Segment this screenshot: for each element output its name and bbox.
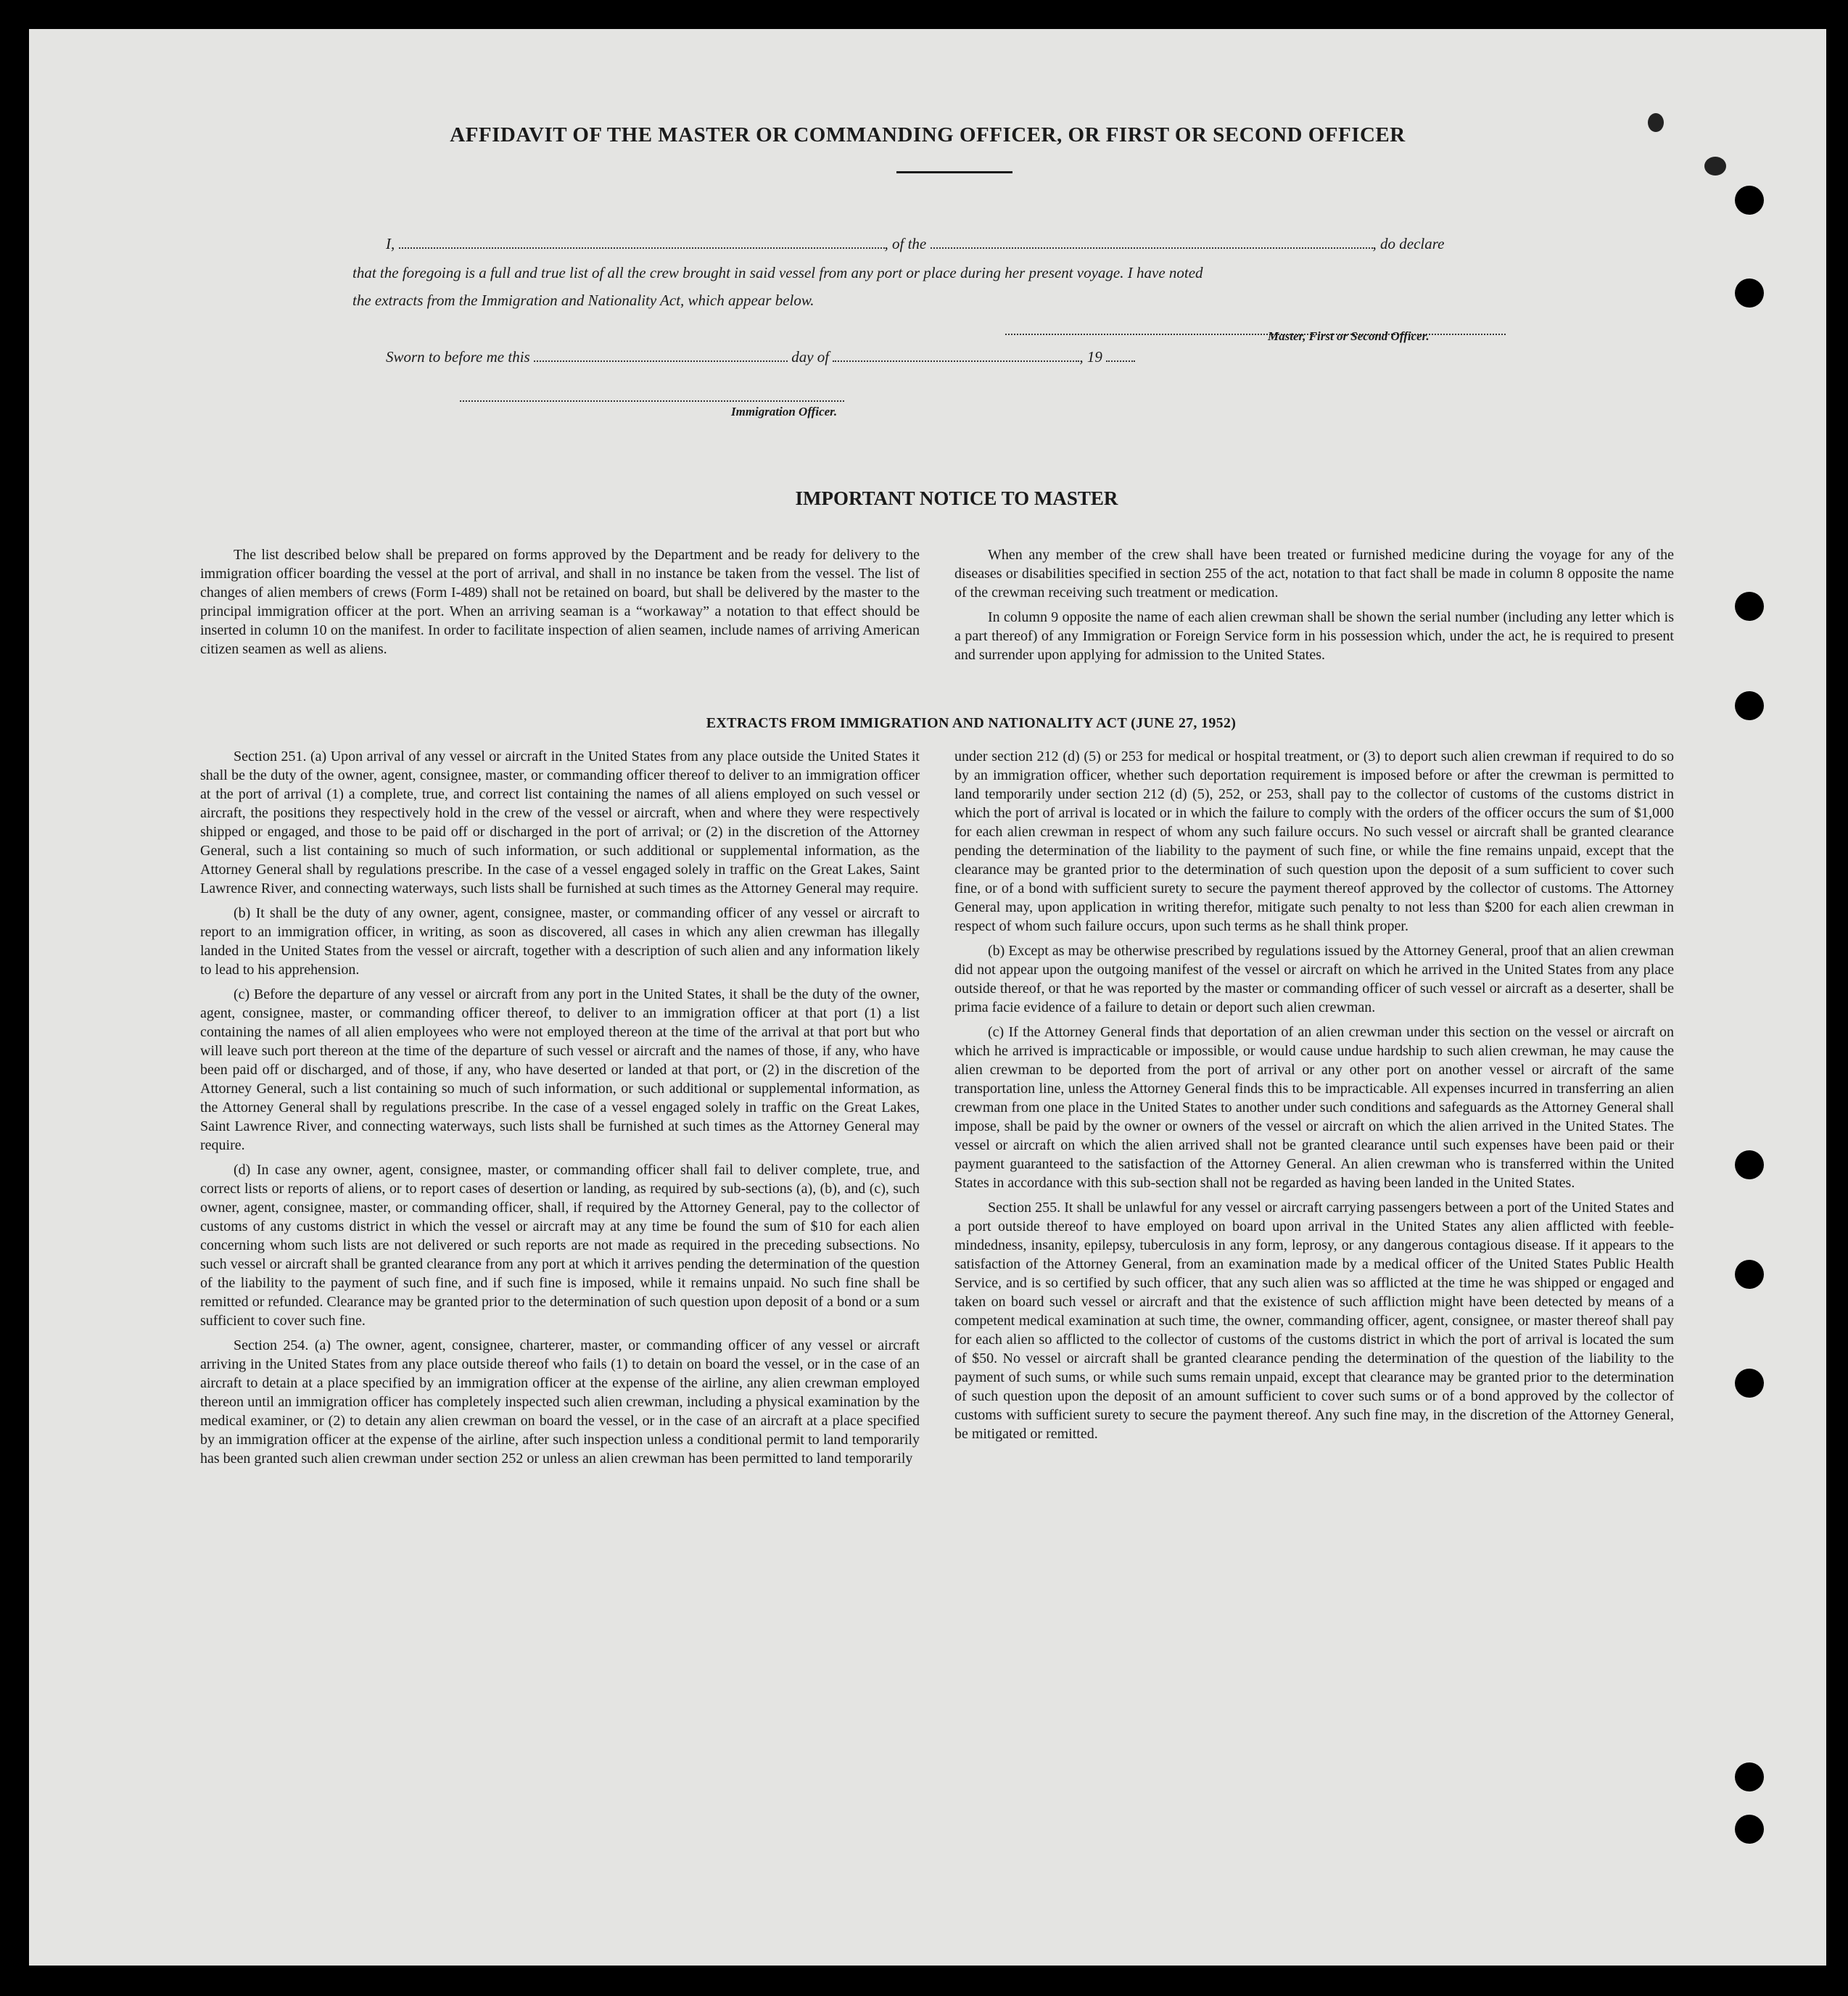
declaration-line (386, 235, 1444, 253)
affidavit-title: AFFIDAVIT OF THE MASTER OR COMMANDING OFFICER, OR FIRST OR SECOND OFFICER (450, 123, 1406, 147)
punch-hole (1735, 1260, 1764, 1289)
officer-signature-label: Immigration Officer. (731, 405, 838, 418)
statement-line-1: that the foregoing is a full and true list of all the crew brought in said vessel from any port or place during her present voyage. I have noted (352, 264, 1203, 281)
notice-heading: IMPORTANT NOTICE TO MASTER (795, 487, 1118, 509)
punch-hole (1735, 186, 1764, 215)
notice-paragraph: In column 9 opposite the name of each alien crewman shall be shown the serial number (including any letter which is a part thereof) of any Immigration or Foreign Service form in his possession which, under the act, he is required to present and surrender upon applying for admission to the United States. (954, 609, 1674, 663)
day-of-label: day of (791, 348, 830, 366)
statement-line-2: the extracts from the Immigration and Nationality Act, which appear below. (352, 292, 814, 309)
sworn-year-blank[interactable] (1106, 349, 1135, 362)
officer-signature-line[interactable] (460, 400, 844, 402)
declare-end-label: , do declare (1372, 235, 1445, 252)
notice-right-column (954, 545, 1674, 670)
declare-i-label: I, (386, 235, 395, 252)
extract-paragraph: (c) Before the departure of any vessel or aircraft from any port in the United States, it shall be the duty of the owner, agent, consignee, master, or commanding officer thereof, to deliver to an immigration officer at that port (1) a list containing the names of all alien employees who were not employed thereon at the time of the arrival at that port but who will leave such port thereon at the time of the departure of such vessel or aircraft and the names of those, if any, who have been paid off or discharged, and of those, if any, who have deserted or landed at that port, or (2) in the discretion of the Attorney General, such a list containing so much of such information, or such additional or supplemental information, as the Attorney General shall by regulations prescribe. In the case of a vessel engaged solely in traffic on the Great Lakes, Saint Lawrence River, and connecting waterways, such lists shall be furnished at such times as the Attorney General may require. (200, 986, 920, 1153)
extract-paragraph: Section 254. (a) The owner, agent, consignee, charterer, master, or commanding officer of any vessel or aircraft arriving in the United States from any place outside thereof who fails (1) to detain on board the vessel, or in the case of an aircraft to detain at a place specified by an immigration officer at the expense of the airline, any alien crewman employed thereon until an immigration officer has completely inspected such alien crewman, including a physical examination by the medical examiner, or (2) to detain any alien crewman on board the vessel, or in the case of an aircraft at a place specified by an immigration officer at the expense of the airline, after such inspection unless a conditional permit to land temporarily has been granted such alien crewman under section 252 or unless an alien crewman has been permitted to land temporarily (200, 1337, 920, 1467)
notice-paragraph: The list described below shall be prepared on forms approved by the Department and be ready for delivery to the immigration officer boarding the vessel at the port of arrival, and shall in no instance be taken from the vessel. The list of changes of alien members of crews (Form I-489) shall not be retained on board, but shall be delivered by the master to the principal immigration officer at the port. When an arriving seaman is a “workaway” a notation to that effect should be inserted in column 10 on the manifest. In order to facilitate inspection of alien seamen, include names of arriving American citizen seamen as well as aliens. (200, 547, 920, 657)
ink-speck (1704, 157, 1726, 176)
extract-paragraph: under section 212 (d) (5) or 253 for medical or hospital treatment, or (3) to deport such alien crewman if required to do so by an immigration officer, whether such deportation requirement is imposed before or after the crewman is permitted to land temporarily under section 212 (d) (5), 252, or 253, shall pay to the collector of customs of the customs district in which the port of arrival is located or in which the failure to comply with the orders of the officer occurs the sum of $1,000 for each alien crewman in respect of whom any such failure occurs. No such vessel or aircraft shall be granted clearance pending the determination of the liability to the payment of such fine, or while the fine remains unpaid, except that the clearance may be granted prior to the determination of such question upon the deposit of a sum sufficient to cover such fine, or of a bond with sufficient surety to secure the payment thereof approved by the collector of customs. The Attorney General may, upon application in writing therefor, mitigate such penalty to not less than $200 for each alien crewman in respect of whom such failure occurs, upon such terms as he shall think proper. (954, 748, 1674, 934)
title-underline (896, 171, 1012, 173)
year-prefix-label: , 19 (1079, 348, 1102, 366)
punch-hole (1735, 1369, 1764, 1398)
sworn-day-blank[interactable] (534, 349, 788, 362)
declare-of-the-label: , of the (884, 235, 927, 252)
notice-paragraph: When any member of the crew shall have been treated or furnished medicine during the voyage for any of the diseases or disabilities specified in section 255 of the act, notation to that fact shall be made in column 8 opposite the name of the crewman receiving such treatment or medication. (954, 547, 1674, 601)
vessel-blank[interactable] (931, 236, 1373, 249)
extract-paragraph: Section 251. (a) Upon arrival of any vessel or aircraft in the United States from any place outside the United States it shall be the duty of the owner, agent, consignee, master, or commanding officer thereof to deliver to an immigration officer at the port of arrival (1) a complete, true, and correct list containing the names of all aliens employed on such vessel or aircraft, the positions they respectively hold in the crew of the vessel or aircraft, when and where they were respectively shipped or engaged, and those to be paid off or discharged in the port of arrival; or (2) in the discretion of the Attorney General, such a list containing so much of such information, or such additional or supplemental information, as the Attorney General shall by regulations prescribe. In the case of a vessel engaged solely in traffic on the Great Lakes, Saint Lawrence River, and connecting waterways, such lists shall be furnished at such times as the Attorney General may require. (200, 748, 920, 896)
punch-hole (1735, 279, 1764, 308)
punch-hole (1735, 1150, 1764, 1179)
extract-paragraph: (d) In case any owner, agent, consignee, master, or commanding officer shall fail to deliver complete, true, and correct lists or reports of aliens, or to report cases of desertion or landing, as required by sub-sections (a), (b), and (c), such owner, agent, consignee, master, or commanding officer, shall, if required by the Attorney General, pay to the collector of customs of any customs district in which the vessel or aircraft may at any time be found the sum of $10 for each alien concerning whom such lists are not delivered or such reports are not made as required in the preceding subsections. No such vessel or aircraft shall be granted clearance from any port at which it arrives pending the determination of the question of the liability to the payment of such fine, and if such fine is imposed, while it remains unpaid. No such fine shall be remitted or refunded. Clearance may be granted prior to the determination of such question upon deposit of a bond or a sum sufficient to cover such fine. (200, 1162, 920, 1329)
sworn-line (386, 348, 1135, 366)
extracts-right-column (954, 747, 1674, 1449)
sworn-label: Sworn to before me this (386, 348, 530, 366)
extracts-heading: EXTRACTS FROM IMMIGRATION AND NATIONALITY ACT (JUNE 27, 1952) (706, 715, 1237, 731)
master-signature-line[interactable] (1005, 334, 1506, 335)
name-blank[interactable] (399, 236, 885, 249)
punch-hole (1735, 1815, 1764, 1844)
document-page (29, 29, 1826, 1966)
extract-paragraph: (b) Except as may be otherwise prescribed by regulations issued by the Attorney General, proof that an alien crewman did not appear upon the outgoing manifest of the vessel or aircraft on which he arrived in the United States from any place outside thereof, or that he was reported by the master or commanding officer of such vessel or aircraft as a deserter, shall be prima facie evidence of a failure to detain or deport such alien crewman. (954, 943, 1674, 1015)
extract-paragraph: (b) It shall be the duty of any owner, agent, consignee, master, or commanding officer of any vessel or aircraft to report to an immigration officer, in writing, as soon as discovered, all cases in which any alien crewman has illegally landed in the United States from the vessel or aircraft, together with a description of such alien and any information likely to lead to his apprehension. (200, 905, 920, 978)
punch-hole (1735, 1762, 1764, 1791)
sworn-month-blank[interactable] (833, 349, 1079, 362)
master-signature-label: Master, First or Second Officer. (1268, 329, 1430, 343)
notice-left-column (200, 545, 920, 664)
extract-paragraph: Section 255. It shall be unlawful for any vessel or aircraft carrying passengers between a port of the United States and a port outside thereof to have employed on board upon arrival in the United States any alien afflicted with feeble-mindedness, insanity, epilepsy, tuberculosis in any form, leprosy, or any dangerous contagious disease. If it appears to the satisfaction of the Attorney General, from an examination made by a medical officer of the United States Public Health Service, and is so certified by such officer, that any such alien was so afflicted at the time he was shipped or engaged and taken on board such vessel or aircraft and that the existence of such affliction might have been detected by means of a competent medical examination at such time, the owner, commanding officer, agent, consignee, or master thereof shall pay for each alien so afflicted to the collector of customs of the customs district in which the port of arrival is located the sum of $50. No vessel or aircraft shall be granted clearance pending the determination of the question of the liability to the payment of such sums, or while such sums remain unpaid, except that clearance may be granted prior to the determination of such question upon the deposit of an amount sufficient to cover such sums or of a bond approved by the collector of customs with sufficient surety to secure the payment thereof. Any such fine may, in the discretion of the Attorney General, be mitigated or remitted. (954, 1200, 1674, 1442)
extract-paragraph: (c) If the Attorney General finds that deportation of an alien crewman under this section on the vessel or aircraft on which he arrived is impracticable or impossible, or would cause undue hardship to such alien crewman, he may cause the alien crewman to be deported from the port of arrival or any other port on another vessel or aircraft of the same transportation line, unless the Attorney General finds this to be impracticable. All expenses incurred in transferring an alien crewman from one place in the United States to another under such conditions and safeguards as the Attorney General shall impose, shall be paid by the owner or owners of the vessel or aircraft on which the alien arrived in the United States. The vessel or aircraft on which the alien arrived shall not be granted clearance until such expenses have been paid or their payment guaranteed to the satisfaction of the Attorney General. An alien crewman who is transferred within the United States in accordance with this sub-section shall not be regarded as having been landed in the United States. (954, 1024, 1674, 1191)
punch-hole (1735, 592, 1764, 621)
extracts-left-column (200, 747, 920, 1474)
